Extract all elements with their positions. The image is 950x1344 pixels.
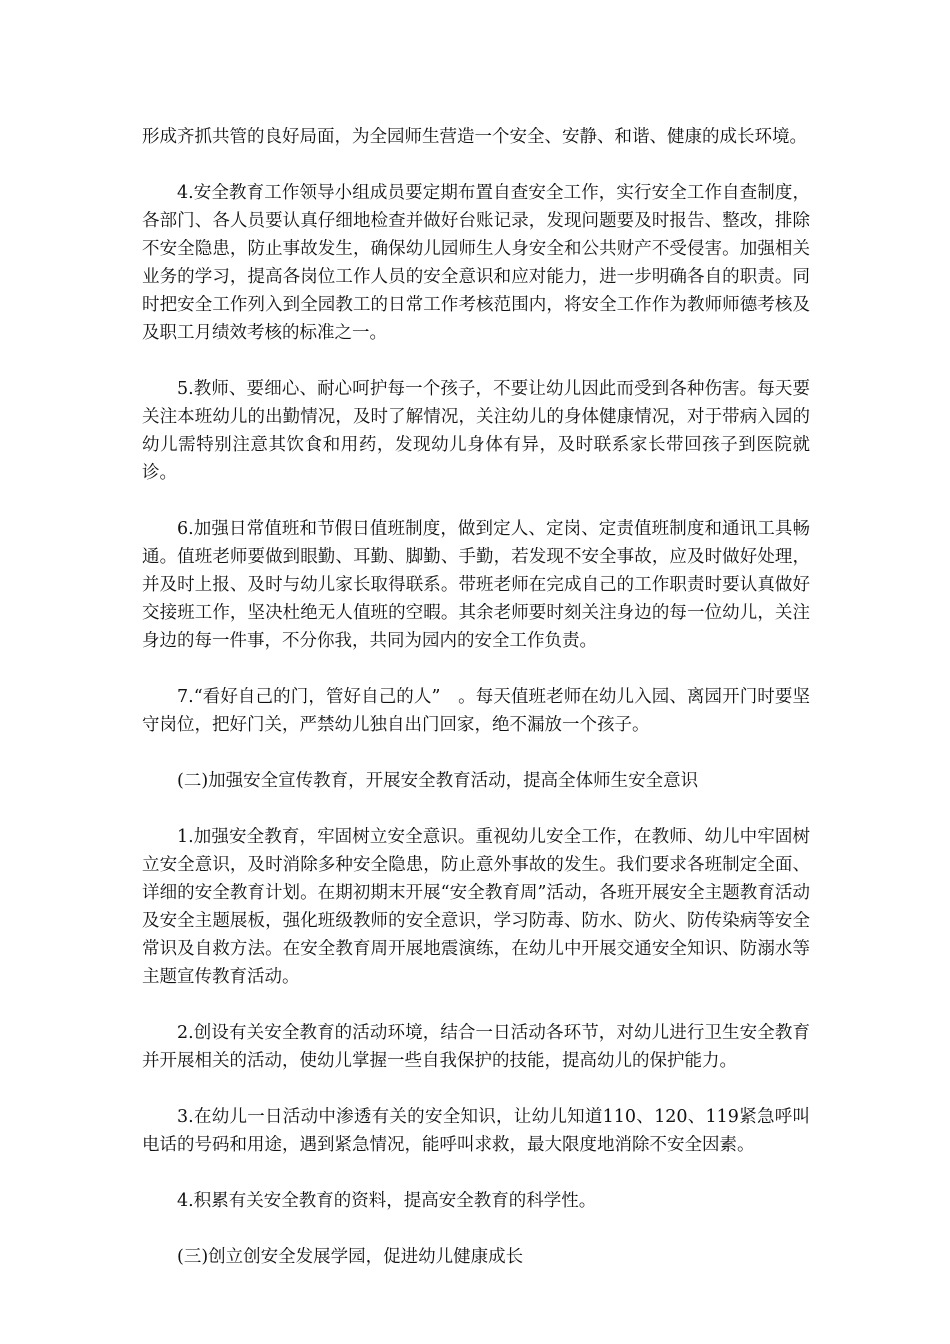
paragraph-section2-item-3: 3.在幼儿一日活动中渗透有关的安全知识，让幼儿知道110、120、119紧急呼叫电话的号码和用途，遇到紧急情况，能呼叫求救，最大限度地消除不安全因素。: [142, 1107, 810, 1155]
paragraph-item-6: 6.加强日常值班和节假日值班制度，做到定人、定岗、定责值班制度和通讯工具畅通。值班老师要做到眼勤、耳勤、脚勤、手勤，若发现不安全事故，应及时做好处理，并及时上报、及时与幼儿家长取得联系。带班老师在完成自己的工作职责时要认真做好交接班工作，坚决杜绝无人值班的空暇。其余老师要时刻关注身边的每一位幼儿，关注身边的每一件事，不分你我，共同为园内的安全工作负责。: [142, 519, 810, 651]
section-heading-3: (三)创立创安全发展学园，促进幼儿健康成长: [177, 1247, 524, 1267]
paragraph-item-7: 7.“看好自己的门，管好自己的人” 。每天值班老师在幼儿入园、离园开门时要坚守岗位，把好门关，严禁幼儿独自出门回家，绝不漏放一个孩子。: [142, 687, 810, 735]
document-page: [142, 123, 810, 1299]
paragraph-section2-item-1: 1.加强安全教育，牢固树立安全意识。重视幼儿安全工作，在教师、幼儿中牢固树立安全意识，及时消除多种安全隐患，防止意外事故的发生。我们要求各班制定全面、详细的安全教育计划。在期初期末开展“安全教育周”活动，各班开展安全主题教育活动及安全主题展板，强化班级教师的安全意识，学习防毒、防水、防火、防传染病等安全常识及自救方法。在安全教育周开展地震演练，在幼儿中开展交通安全知识、防溺水等主题宣传教育活动。: [142, 827, 810, 987]
paragraph-continuation: 形成齐抓共管的良好局面，为全园师生营造一个安全、安静、和谐、健康的成长环境。: [142, 127, 807, 147]
paragraph-section2-item-4: 4.积累有关安全教育的资料，提高安全教育的科学性。: [177, 1191, 597, 1211]
paragraph-item-5: 5.教师、要细心、耐心呵护每一个孩子，不要让幼儿因此而受到各种伤害。每天要关注本班幼儿的出勤情况，及时了解情况，关注幼儿的身体健康情况，对于带病入园的幼儿需特别注意其饮食和用药，发现幼儿身体有异，及时联系家长带回孩子到医院就诊。: [142, 379, 810, 483]
paragraph-item-4: 4.安全教育工作领导小组成员要定期布置自查安全工作，实行安全工作自查制度，各部门、各人员要认真仔细地检查并做好台账记录，发现问题要及时报告、整改，排除不安全隐患，防止事故发生，确保幼儿园师生人身安全和公共财产不受侵害。加强相关业务的学习，提高各岗位工作人员的安全意识和应对能力，进一步明确各自的职责。同时把安全工作列入到全园教工的日常工作考核范围内，将安全工作作为教师师德考核及及职工月绩效考核的标准之一。: [142, 183, 810, 343]
section-heading-2: (二)加强安全宣传教育，开展安全教育活动，提高全体师生安全意识: [177, 771, 699, 791]
paragraph-section2-item-2: 2.创设有关安全教育的活动环境，结合一日活动各环节，对幼儿进行卫生安全教育并开展相关的活动，使幼儿掌握一些自我保护的技能，提高幼儿的保护能力。: [142, 1023, 810, 1071]
